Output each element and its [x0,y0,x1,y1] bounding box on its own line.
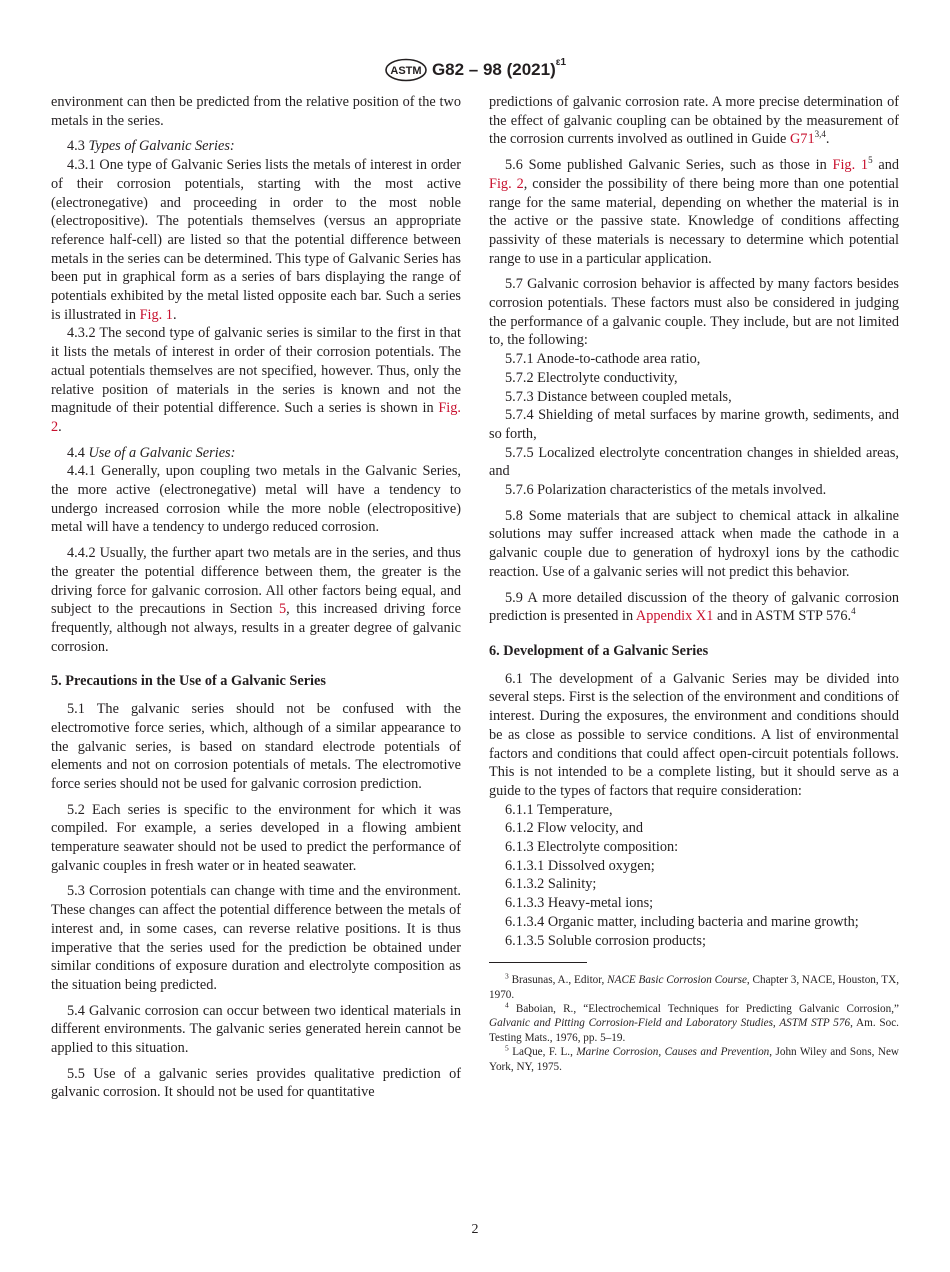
section-5-6: 5.6 Some published Galvanic Series, such as those in Fig. $1^5$ and Fig. 2, consider the possibility of there being more than one potential range for the same material, depending on whether the material is in the active or the passive state. Knowledge of conditions affecting passivity of these materials is necessary to determine which potential range to use in a particular application. [489,155,900,267]
section-4-4-2: 4.4.2 Usually, the further apart two metals are in the series, and thus the greater the potential difference between them, the greater is the driving force for galvanic corrosion. All other factors being equal, and subject to the precautions in Section 5, this increased driving force frequently, although not always, results in a greater degree of galvanic corrosion. [51,545,461,655]
astm-logo-icon [384,58,428,82]
section-5-1: 5.1 The galvanic series should not be confused with the electromotive force series, which, although of a similar appearance to the galvanic series, is based on standard electrode potentials of elements and not on corrosion potentials of metals. The electromotive force series should not be used for galvanic corrosion prediction. [51,701,461,792]
appendix-x1-link[interactable]: Appendix X1 [635,608,714,625]
list-item: 6.1.2 Flow velocity, and [505,820,644,837]
list-item: 6.1.3.2 Salinity; [505,876,597,893]
list-item: 5.7.1 Anode-to-cathode area ratio, [505,351,701,368]
fig-2-link[interactable]: Fig. 2 [51,400,461,435]
section-5-8: 5.8 Some materials that are subject to chemical attack in alkaline solutions may suffer increased attack when made the cathode in a galvanic couple due to generation of hydroxyl ions by the cathodic reaction. Use of a galvanic series will not predict this behavior. [489,507,899,580]
section-4-4-1: 4.4.1 Generally, upon coupling two metals in the Galvanic Series, the more active (electronegative) metal will have a tendency to undergo increased corrosion while the more noble (electropositive) metal will have a tendency to undergo reduced corrosion. [51,463,461,536]
list-item: 6.1.3.1 Dissolved oxygen; [505,857,655,874]
left-column [51,93,461,1102]
g71-link[interactable]: G71 [789,131,815,148]
list-item: 5.7.3 Distance between coupled metals, [505,388,732,405]
paragraph-continuation: environment can then be predicted from the relative position of the two metals in the series. [51,94,461,129]
footnote-5: $^5$ LaQue, F. L., Marine Corrosion, Causes and Prevention, John Wiley and Sons, New York, NY, 1975. [489,1043,899,1073]
list-item: 6.1.3.4 Organic matter, including bacteria and marine growth; [505,913,859,930]
section-6-heading: 6. Development of a Galvanic Series [489,642,709,659]
list-item: 5.7.5 Localized electrolyte concentration changes in shielded areas, and [489,444,899,480]
section-5-5: 5.5 Use of a galvanic series provides qualitative prediction of galvanic corrosion. It should not be used for quantitative [51,1065,461,1101]
section-6-1: 6.1 The development of a Galvanic Series may be divided into several steps. First is the selection of the environment and conditions of interest. During the exposures, the environment and conditions should be as close as possible to service conditions. A list of environmental factors and conditions that could affect open-circuit potentials follows. This is not intended to be a complete listing, but it should serve as a guide to the types of factors that require consideration: [489,670,899,799]
footnote-ref-4[interactable]: 4 [851,606,856,617]
list-item: 5.7.2 Electrolyte conductivity, [505,369,678,386]
list-item: 6.1.3.5 Soluble corrosion products; [505,932,706,949]
section-4-3-1: 4.3.1 One type of Galvanic Series lists the metals of interest in order of their corrosion potentials, starting with the most active (electronegative) and proceeding in order to the most noble (electropositive). The potentials themselves (versus an appropriate reference half-cell) are listed so that the potential difference between metals in the series can be determined. This type of Galvanic Series has been put in graphical form as a series of bars displaying the range of potentials exhibited by the metal listed opposite each bar. Such a series is illustrated in Fig. 1. [51,157,461,323]
page-number: 2 [471,1222,479,1237]
section-5-7: 5.7 Galvanic corrosion behavior is affected by many factors besides corrosion potentials. These factors must also be considered in judging the performance of a galvanic couple. They include, but are not limited to, the following: [489,276,899,349]
paragraph-continuation-right: predictions of galvanic corrosion rate. A more precise determination of the effect of galvanic coupling can be obtained by the measurement of the corrosion currents involved as outlined in Guide G71$^{3,4}$. [489,94,899,148]
footnote-3: $^3$ Brasunas, A., Editor, NACE Basic Corrosion Course, Chapter 3, NACE, Houston, TX, 1970. [489,971,899,1001]
list-item: 6.1.3 Electrolyte composition: [505,839,679,856]
list-item: 5.7.6 Polarization characteristics of the metals involved. [505,482,827,499]
section-5-9: 5.9 A more detailed discussion of the theory of galvanic corrosion prediction is presented in Appendix X1 and in ASTM STP 576.$^4$ [489,589,899,625]
footnote-ref-3-4[interactable]: 3,4 [814,129,826,140]
epsilon-superscript: ε1 [555,56,567,68]
section-5-heading: 5. Precautions in the Use of a Galvanic Series [51,673,326,690]
section-5-2: 5.2 Each series is specific to the environment for which it was compiled. For example, a series developed in a flowing ambient temperature seawater should not be used to predict the performance of galvanic couples in fresh water or in heated seawater. [51,801,461,874]
svg-text:ASTM: ASTM [390,64,422,77]
section-4-3: 4.3 Types of Galvanic Series: [67,138,235,155]
section-5-4: 5.4 Galvanic corrosion can occur between two identical materials in different environments. The galvanic series generated herein cannot be applied to this situation. [51,1002,461,1057]
fig-1-link[interactable]: Fig. 1 [139,306,173,323]
standard-designation: G82 – 98 $(2021)^{\varepsilon 1}$ [431,56,567,79]
list-item: 6.1.3.3 Heavy-metal ions; [505,895,654,912]
page-header [0,55,950,83]
list-item: 5.7.4 Shielding of metal surfaces by marine growth, sediments, and so forth, [489,407,899,442]
section-5-3: 5.3 Corrosion potentials can change with time and the environment. These changes can affect the potential difference between the metals of interest and, in some cases, can reverse relative positions. It is thus imperative that the series used for the prediction be obtained under similar conditions of exposure duration and electrolyte composition as the situation being predicted. [51,883,461,993]
list-item: 6.1.1 Temperature, [505,801,613,818]
footnote-4: $^4$ Baboian, R., “Electrochemical Techniques for Predicting Galvanic Corrosion,” Galvanic and Pitting Corrosion-Field and Laboratory Studies, ASTM STP 576, Am. Soc. Testing Mats., 1976, pp. 5–19. [489,1000,900,1044]
section-4-4: 4.4 Use of a Galvanic Series: [67,444,236,461]
right-column [489,93,899,1074]
footnote-divider [489,962,587,963]
fig-2-link[interactable]: Fig. 2 [489,175,524,192]
footnote-ref-5[interactable]: 5 [868,155,873,166]
section-5-link[interactable]: 5 [278,601,287,618]
fig-1-link[interactable]: Fig. 1 [832,157,869,174]
section-4-3-2: 4.3.2 The second type of galvanic series is similar to the first in that it lists the metals of interest in order of their corrosion potentials. The actual potentials themselves are not specified, however. Thus, only the relative position of materials in the series is known and not the magnitude of their potential difference. Such a series is shown in Fig. 2. [51,325,461,435]
